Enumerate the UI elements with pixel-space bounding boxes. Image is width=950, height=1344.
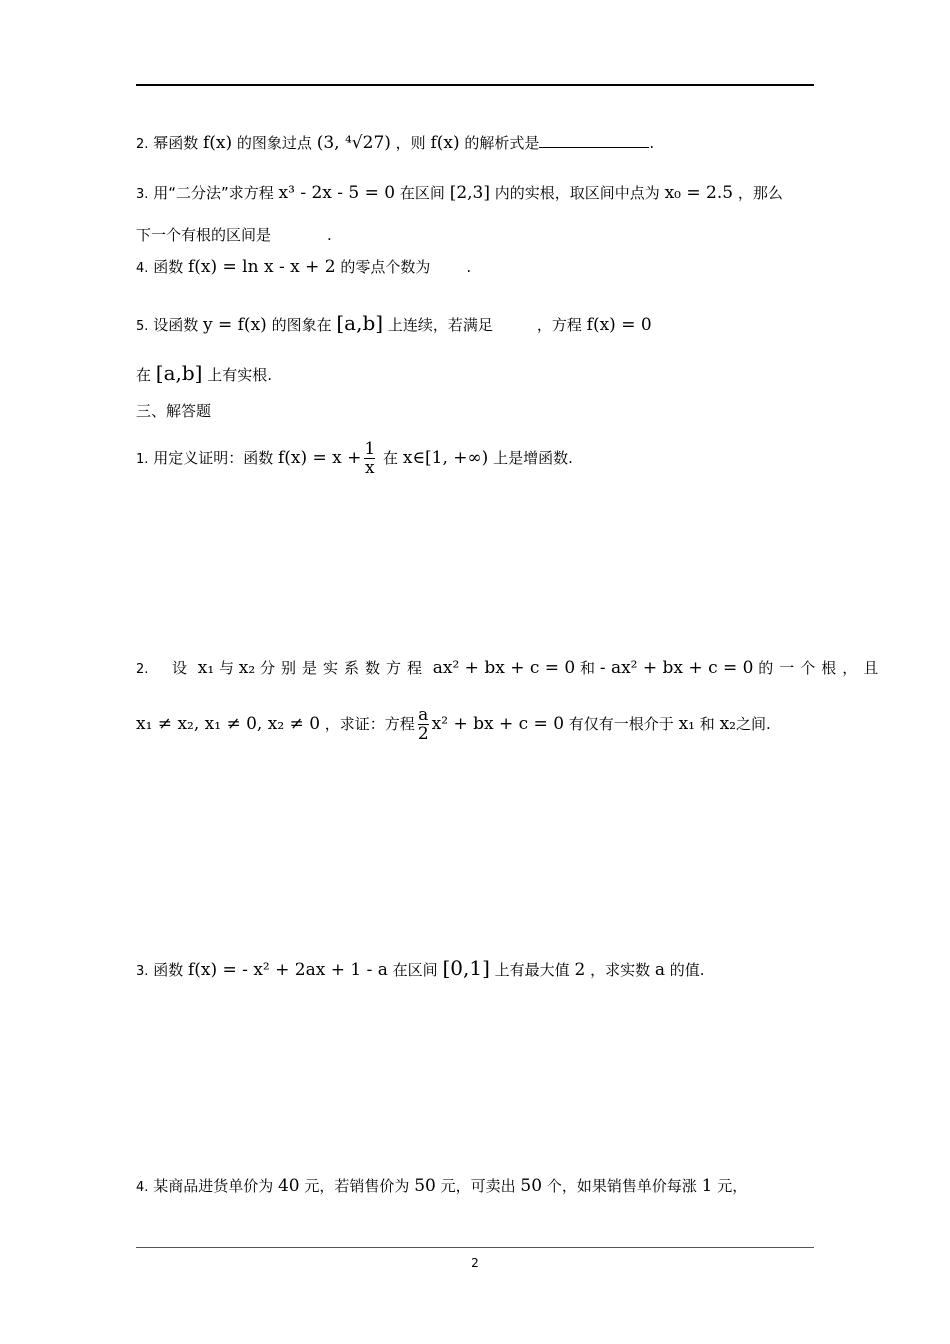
question-fill-5-cont: 在 [a,b] 上有实根. [136,361,273,385]
answer-blank [539,133,649,148]
footer-rule [136,1247,814,1248]
fraction: $\frac{1}{x}$ [364,439,376,478]
page-number: 2 [471,1256,479,1270]
question-answer-4: 4. 某商品进货单价为 40 元，若销售价为 50 元，可卖出 50 个，如果销售单价每涨 1 元， [136,1176,748,1196]
fraction: $\frac{a}{2}$ [417,705,429,744]
question-fill-3-cont: 下一个有根的区间是 . [136,226,332,244]
question-answer-2: 2. 设 x₁ 与 x₂ 分别是实系数方程 ax² + bx + c = 0 和 - ax² + bx + c = 0 的一个根，且 [136,658,885,678]
header-rule [136,84,814,86]
question-fill-5: 5. 设函数 y = f(x) 的图象在 [a,b] 上连续，若满足 ，方程 f(x) = 0 [136,311,652,335]
section-heading: 三、解答题 [136,402,212,420]
question-answer-3: 3. 函数 f(x) = - x² + 2ax + 1 - a 在区间 [0,1] 上有最大值 2 ，求实数 a 的值. [136,956,705,980]
question-fill-2: 2. 幂函数 f(x) 的图象过点 (3, ⁴√27) ，则 f(x) 的解析式是 . [136,133,655,153]
question-answer-2-cont: x₁ ≠ x₂, x₁ ≠ 0, x₂ ≠ 0 ，求证：方程 $\frac{a}{2}$ x² + bx + c = 0 有仅有一根介于 x₁ 和 x₂之间. [136,705,771,744]
question-fill-3: 3. 用“二分法”求方程 x³ - 2x - 5 = 0 在区间 [2,3] 内的实根，取区间中点为 x₀ = 2.5 ，那么 [136,183,783,203]
question-fill-4: 4. 函数 f(x) = ln x - x + 2 的零点个数为 . [136,257,472,277]
question-answer-1: 1. 用定义证明：函数 f(x) = x + $\frac{1}{x}$ 在 x∈[1, +∞) 上是增函数. [136,439,573,478]
